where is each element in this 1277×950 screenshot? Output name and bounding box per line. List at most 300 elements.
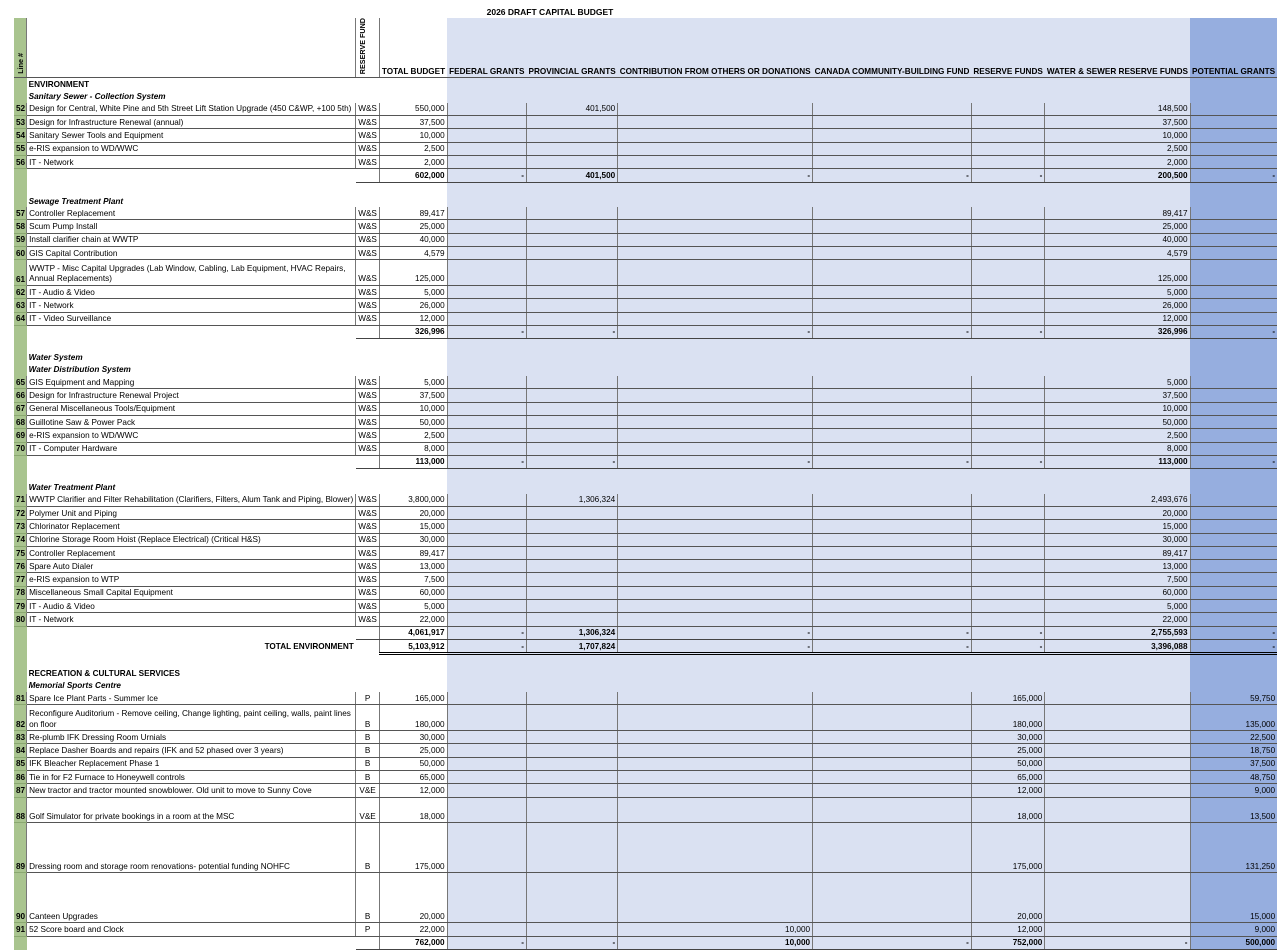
ws-reserve-cell: 40,000 <box>1045 233 1190 246</box>
federal-cell <box>447 339 526 352</box>
reserve-fund-cell: W&S <box>356 103 380 116</box>
line-number-cell: 57 <box>14 207 27 220</box>
ws-reserve-cell: 5,000 <box>1045 376 1190 389</box>
potential-cell: - <box>1190 626 1277 639</box>
federal-cell: - <box>447 455 526 468</box>
reserve-funds-cell <box>971 586 1044 599</box>
provincial-cell <box>526 415 617 428</box>
reserve-fund-cell <box>356 78 380 91</box>
total-budget-cell: 12,000 <box>379 312 447 325</box>
potential-cell <box>1190 560 1277 573</box>
description-cell <box>27 936 356 949</box>
canada-fund-cell <box>813 364 972 376</box>
canada-fund-cell <box>813 195 972 207</box>
canada-fund-cell <box>813 429 972 442</box>
table-row <box>14 389 1277 402</box>
table-row <box>14 142 1277 155</box>
contribution-cell <box>618 402 813 415</box>
reserve-funds-cell <box>971 668 1044 680</box>
provincial-cell <box>526 429 617 442</box>
ws-reserve-cell <box>1045 351 1190 363</box>
section-heading: ENVIRONMENT <box>28 79 90 89</box>
sub-row <box>14 169 1277 182</box>
blank-row <box>14 469 1277 482</box>
cat-row <box>14 90 1277 102</box>
contribution-cell: - <box>618 169 813 182</box>
canada-fund-cell <box>813 312 972 325</box>
canada-fund-cell <box>813 668 972 680</box>
line-number-cell: 67 <box>14 402 27 415</box>
ws-reserve-cell: 37,500 <box>1045 389 1190 402</box>
reserve-funds-cell <box>971 233 1044 246</box>
total-budget-cell <box>379 469 447 482</box>
federal-cell <box>447 520 526 533</box>
potential-cell <box>1190 220 1277 233</box>
federal-cell <box>447 560 526 573</box>
sheet-title: 2026 DRAFT CAPITAL BUDGET <box>486 7 614 17</box>
reserve-funds-cell <box>971 402 1044 415</box>
ws-reserve-cell: 8,000 <box>1045 442 1190 455</box>
canada-fund-cell <box>813 520 972 533</box>
total-budget-cell <box>379 364 447 376</box>
contribution-cell <box>618 195 813 207</box>
provincial-cell <box>526 533 617 546</box>
reserve-fund-cell <box>356 195 380 207</box>
potential-cell <box>1190 573 1277 586</box>
canada-fund-cell <box>813 573 972 586</box>
potential-cell: 9,000 <box>1190 923 1277 936</box>
ws-reserve-cell: 5,000 <box>1045 600 1190 613</box>
contribution-cell <box>618 233 813 246</box>
reserve-fund-cell: W&S <box>356 129 380 142</box>
reserve-funds-cell <box>971 129 1044 142</box>
reserve-fund-cell: W&S <box>356 299 380 312</box>
provincial-cell <box>526 129 617 142</box>
federal-cell <box>447 233 526 246</box>
provincial-cell <box>526 560 617 573</box>
canada-fund-cell: - <box>813 639 972 653</box>
header-potential-grants: POTENTIAL GRANTS <box>1190 18 1277 78</box>
reserve-fund-cell: W&S <box>356 533 380 546</box>
contribution-cell <box>618 364 813 376</box>
federal-cell <box>447 680 526 692</box>
provincial-cell: 1,306,324 <box>526 494 617 507</box>
table-row <box>14 155 1277 168</box>
canada-fund-cell <box>813 415 972 428</box>
total-budget-cell <box>379 339 447 352</box>
total-budget-cell: 13,000 <box>379 560 447 573</box>
line-number-cell: 74 <box>14 533 27 546</box>
ws-reserve-cell <box>1045 78 1190 91</box>
canada-fund-cell <box>813 744 972 757</box>
potential-cell <box>1190 376 1277 389</box>
total-budget-cell: 5,000 <box>379 600 447 613</box>
potential-cell: 48,750 <box>1190 770 1277 783</box>
reserve-fund-cell <box>356 680 380 692</box>
reserve-fund-cell: B <box>356 823 380 873</box>
description-cell <box>27 469 356 482</box>
total-budget-cell: 125,000 <box>379 260 447 286</box>
reserve-fund-cell: W&S <box>356 142 380 155</box>
provincial-cell <box>526 195 617 207</box>
reserve-fund-cell: W&S <box>356 116 380 129</box>
ws-reserve-cell: 37,500 <box>1045 116 1190 129</box>
reserve-funds-cell <box>971 220 1044 233</box>
ws-reserve-cell <box>1045 705 1190 731</box>
canada-fund-cell <box>813 339 972 352</box>
header-ws-reserve: WATER & SEWER RESERVE FUNDS <box>1045 18 1190 78</box>
federal-cell <box>447 873 526 923</box>
federal-cell <box>447 923 526 936</box>
reserve-fund-cell: W&S <box>356 586 380 599</box>
reserve-funds-cell: 65,000 <box>971 770 1044 783</box>
potential-cell: - <box>1190 455 1277 468</box>
sec-row <box>14 78 1277 91</box>
description-cell: e-RIS expansion to WTP <box>27 573 356 586</box>
ws-reserve-cell: 200,500 <box>1045 169 1190 182</box>
line-number-cell: 63 <box>14 299 27 312</box>
federal-cell <box>447 207 526 220</box>
description-cell: IT - Computer Hardware <box>27 442 356 455</box>
line-number-cell: 87 <box>14 784 27 797</box>
reserve-fund-cell: W&S <box>356 560 380 573</box>
total-budget-cell: 180,000 <box>379 705 447 731</box>
ws-reserve-cell <box>1045 668 1190 680</box>
reserve-funds-cell <box>971 494 1044 507</box>
contribution-cell <box>618 339 813 352</box>
reserve-fund-cell <box>356 654 380 668</box>
reserve-fund-cell <box>356 364 380 376</box>
table-row <box>14 233 1277 246</box>
reserve-funds-cell: 752,000 <box>971 936 1044 949</box>
canada-fund-cell <box>813 299 972 312</box>
contribution-cell <box>618 494 813 507</box>
provincial-cell <box>526 389 617 402</box>
reserve-fund-cell: W&S <box>356 312 380 325</box>
ws-reserve-cell <box>1045 731 1190 744</box>
line-number-cell <box>14 339 27 352</box>
reserve-funds-cell <box>971 78 1044 91</box>
potential-cell <box>1190 364 1277 376</box>
reserve-funds-cell <box>971 520 1044 533</box>
ws-reserve-cell <box>1045 481 1190 493</box>
contribution-cell <box>618 247 813 260</box>
ws-reserve-cell: 13,000 <box>1045 560 1190 573</box>
line-number-cell <box>14 169 27 182</box>
total-budget-cell <box>379 78 447 91</box>
contribution-cell <box>618 692 813 705</box>
description-cell: Dressing room and storage room renovations- potential funding NOHFC <box>27 823 356 873</box>
reserve-fund-cell <box>356 481 380 493</box>
reserve-funds-cell <box>971 339 1044 352</box>
potential-cell <box>1190 533 1277 546</box>
description-cell: IFK Bleacher Replacement Phase 1 <box>27 757 356 770</box>
potential-cell <box>1190 285 1277 298</box>
ws-reserve-cell: 10,000 <box>1045 402 1190 415</box>
contribution-cell <box>618 155 813 168</box>
reserve-funds-cell <box>971 573 1044 586</box>
canada-fund-cell: - <box>813 169 972 182</box>
total-budget-cell: 50,000 <box>379 415 447 428</box>
contribution-cell <box>618 442 813 455</box>
header-total-budget: TOTAL BUDGET <box>379 18 447 78</box>
reserve-funds-cell <box>971 533 1044 546</box>
line-number-cell <box>14 668 27 680</box>
potential-cell <box>1190 654 1277 668</box>
provincial-cell <box>526 469 617 482</box>
description-cell: e-RIS expansion to WD/WWC <box>27 142 356 155</box>
total-budget-cell: 12,000 <box>379 784 447 797</box>
line-number-cell: 70 <box>14 442 27 455</box>
table-row <box>14 116 1277 129</box>
line-number-cell <box>14 195 27 207</box>
table-row <box>14 285 1277 298</box>
reserve-funds-cell: 20,000 <box>971 873 1044 923</box>
contribution-cell: - <box>618 455 813 468</box>
potential-cell <box>1190 442 1277 455</box>
total-budget-cell: 2,500 <box>379 142 447 155</box>
federal-cell <box>447 757 526 770</box>
federal-cell <box>447 469 526 482</box>
reserve-fund-cell: W&S <box>356 429 380 442</box>
line-number-cell: 65 <box>14 376 27 389</box>
total-budget-cell: 30,000 <box>379 731 447 744</box>
header-reserve-funds: RESERVE FUNDS <box>971 18 1044 78</box>
ws-reserve-cell: 50,000 <box>1045 415 1190 428</box>
potential-cell <box>1190 299 1277 312</box>
total-budget-cell: 113,000 <box>379 455 447 468</box>
cat-row <box>14 351 1277 363</box>
ws-reserve-cell <box>1045 823 1190 873</box>
canada-fund-cell <box>813 402 972 415</box>
total-budget-cell: 10,000 <box>379 402 447 415</box>
canada-fund-cell <box>813 103 972 116</box>
provincial-cell <box>526 481 617 493</box>
line-number-cell: 71 <box>14 494 27 507</box>
ws-reserve-cell <box>1045 770 1190 783</box>
provincial-cell <box>526 155 617 168</box>
total-budget-cell: 165,000 <box>379 692 447 705</box>
line-number-cell: 78 <box>14 586 27 599</box>
reserve-fund-cell: W&S <box>356 520 380 533</box>
line-number-cell: 72 <box>14 506 27 519</box>
provincial-cell <box>526 90 617 102</box>
total-budget-cell: 10,000 <box>379 129 447 142</box>
potential-cell <box>1190 546 1277 559</box>
ws-reserve-cell: 2,500 <box>1045 429 1190 442</box>
line-number-cell <box>14 78 27 91</box>
header-line-number: Line # <box>14 18 27 78</box>
table-row <box>14 207 1277 220</box>
federal-cell <box>447 376 526 389</box>
table-row <box>14 744 1277 757</box>
provincial-cell <box>526 207 617 220</box>
provincial-cell <box>526 731 617 744</box>
canada-fund-cell <box>813 533 972 546</box>
sec-row <box>14 668 1277 680</box>
ws-reserve-cell: 89,417 <box>1045 546 1190 559</box>
reserve-fund-cell: B <box>356 770 380 783</box>
description-cell: GIS Capital Contribution <box>27 247 356 260</box>
sub-row <box>14 455 1277 468</box>
reserve-funds-cell <box>971 600 1044 613</box>
cat-row <box>14 195 1277 207</box>
ws-reserve-cell: 5,000 <box>1045 285 1190 298</box>
canada-fund-cell <box>813 546 972 559</box>
reserve-funds-cell: - <box>971 639 1044 653</box>
table-row <box>14 692 1277 705</box>
table-row <box>14 103 1277 116</box>
canada-fund-cell <box>813 586 972 599</box>
table-row <box>14 299 1277 312</box>
potential-cell: - <box>1190 325 1277 338</box>
table-row <box>14 442 1277 455</box>
potential-cell <box>1190 312 1277 325</box>
provincial-cell <box>526 668 617 680</box>
total-budget-cell: 602,000 <box>379 169 447 182</box>
provincial-cell <box>526 757 617 770</box>
contribution-cell <box>618 731 813 744</box>
reserve-fund-cell: V&E <box>356 784 380 797</box>
ws-reserve-cell: 125,000 <box>1045 260 1190 286</box>
contribution-cell <box>618 116 813 129</box>
description-cell <box>27 182 356 195</box>
federal-cell <box>447 429 526 442</box>
line-number-cell: 88 <box>14 797 27 823</box>
table-row <box>14 784 1277 797</box>
federal-cell <box>447 744 526 757</box>
provincial-cell <box>526 312 617 325</box>
description-cell <box>27 626 356 639</box>
reserve-funds-cell: 165,000 <box>971 692 1044 705</box>
contribution-cell: - <box>618 639 813 653</box>
provincial-cell <box>526 613 617 626</box>
potential-cell: - <box>1190 639 1277 653</box>
ws-reserve-cell: 12,000 <box>1045 312 1190 325</box>
provincial-cell <box>526 520 617 533</box>
reserve-funds-cell <box>971 142 1044 155</box>
reserve-funds-cell <box>971 103 1044 116</box>
provincial-cell <box>526 260 617 286</box>
contribution-cell <box>618 757 813 770</box>
fund-cell <box>356 639 380 653</box>
contribution-cell <box>618 90 813 102</box>
total-budget-cell: 175,000 <box>379 823 447 873</box>
line-number-cell: 68 <box>14 415 27 428</box>
potential-cell: 9,000 <box>1190 784 1277 797</box>
table-row <box>14 429 1277 442</box>
potential-cell <box>1190 481 1277 493</box>
potential-cell <box>1190 415 1277 428</box>
contribution-cell <box>618 389 813 402</box>
total-budget-cell: 4,579 <box>379 247 447 260</box>
line-number-cell: 54 <box>14 129 27 142</box>
reserve-funds-cell <box>971 182 1044 195</box>
federal-cell <box>447 116 526 129</box>
canada-fund-cell <box>813 376 972 389</box>
ws-reserve-cell: 30,000 <box>1045 533 1190 546</box>
provincial-cell <box>526 116 617 129</box>
ws-reserve-cell: 26,000 <box>1045 299 1190 312</box>
blank-row <box>14 654 1277 668</box>
contribution-cell <box>618 573 813 586</box>
reserve-funds-cell <box>971 415 1044 428</box>
reserve-fund-cell: B <box>356 744 380 757</box>
reserve-funds-cell: 50,000 <box>971 757 1044 770</box>
table-row <box>14 402 1277 415</box>
federal-cell <box>447 415 526 428</box>
contribution-cell <box>618 220 813 233</box>
line-number-cell <box>14 364 27 376</box>
table-row <box>14 520 1277 533</box>
description-cell: e-RIS expansion to WD/WWC <box>27 429 356 442</box>
potential-cell: 22,500 <box>1190 731 1277 744</box>
total-budget-cell <box>379 182 447 195</box>
potential-cell <box>1190 668 1277 680</box>
total-budget-cell: 3,800,000 <box>379 494 447 507</box>
federal-cell <box>447 784 526 797</box>
table-row <box>14 260 1277 286</box>
reserve-fund-cell: W&S <box>356 155 380 168</box>
table-row <box>14 600 1277 613</box>
federal-cell <box>447 285 526 298</box>
header-description <box>27 18 356 78</box>
reserve-fund-cell <box>356 936 380 949</box>
line-number-cell: 83 <box>14 731 27 744</box>
description-cell: Guillotine Saw & Power Pack <box>27 415 356 428</box>
contribution-cell <box>618 770 813 783</box>
description-cell: New tractor and tractor mounted snowblower. Old unit to move to Sunny Cove <box>27 784 356 797</box>
canada-fund-cell <box>813 442 972 455</box>
federal-cell: - <box>447 325 526 338</box>
potential-cell <box>1190 520 1277 533</box>
line-number-cell: 59 <box>14 233 27 246</box>
reserve-fund-cell: W&S <box>356 402 380 415</box>
line-number-cell: 73 <box>14 520 27 533</box>
description-cell: Chlorinator Replacement <box>27 520 356 533</box>
reserve-funds-cell <box>971 351 1044 363</box>
table-row <box>14 873 1277 923</box>
potential-cell <box>1190 506 1277 519</box>
ws-reserve-cell: 7,500 <box>1045 573 1190 586</box>
contribution-cell <box>618 129 813 142</box>
canada-fund-cell: - <box>813 455 972 468</box>
federal-cell <box>447 797 526 823</box>
provincial-cell <box>526 285 617 298</box>
line-number-cell <box>14 680 27 692</box>
table-row <box>14 560 1277 573</box>
potential-cell <box>1190 182 1277 195</box>
line-number-cell: 81 <box>14 692 27 705</box>
provincial-cell <box>526 744 617 757</box>
reserve-fund-cell: W&S <box>356 494 380 507</box>
contribution-cell <box>618 533 813 546</box>
federal-cell <box>447 506 526 519</box>
line-number-cell: 75 <box>14 546 27 559</box>
provincial-cell <box>526 247 617 260</box>
reserve-fund-cell: W&S <box>356 600 380 613</box>
canada-fund-cell <box>813 560 972 573</box>
total-budget-cell <box>379 680 447 692</box>
potential-cell: 13,500 <box>1190 797 1277 823</box>
provincial-cell <box>526 654 617 668</box>
reserve-funds-cell <box>971 155 1044 168</box>
federal-cell <box>447 692 526 705</box>
reserve-funds-cell: 12,000 <box>971 923 1044 936</box>
line-number-cell <box>14 639 27 653</box>
total-budget-cell: 326,996 <box>379 325 447 338</box>
federal-cell <box>447 195 526 207</box>
